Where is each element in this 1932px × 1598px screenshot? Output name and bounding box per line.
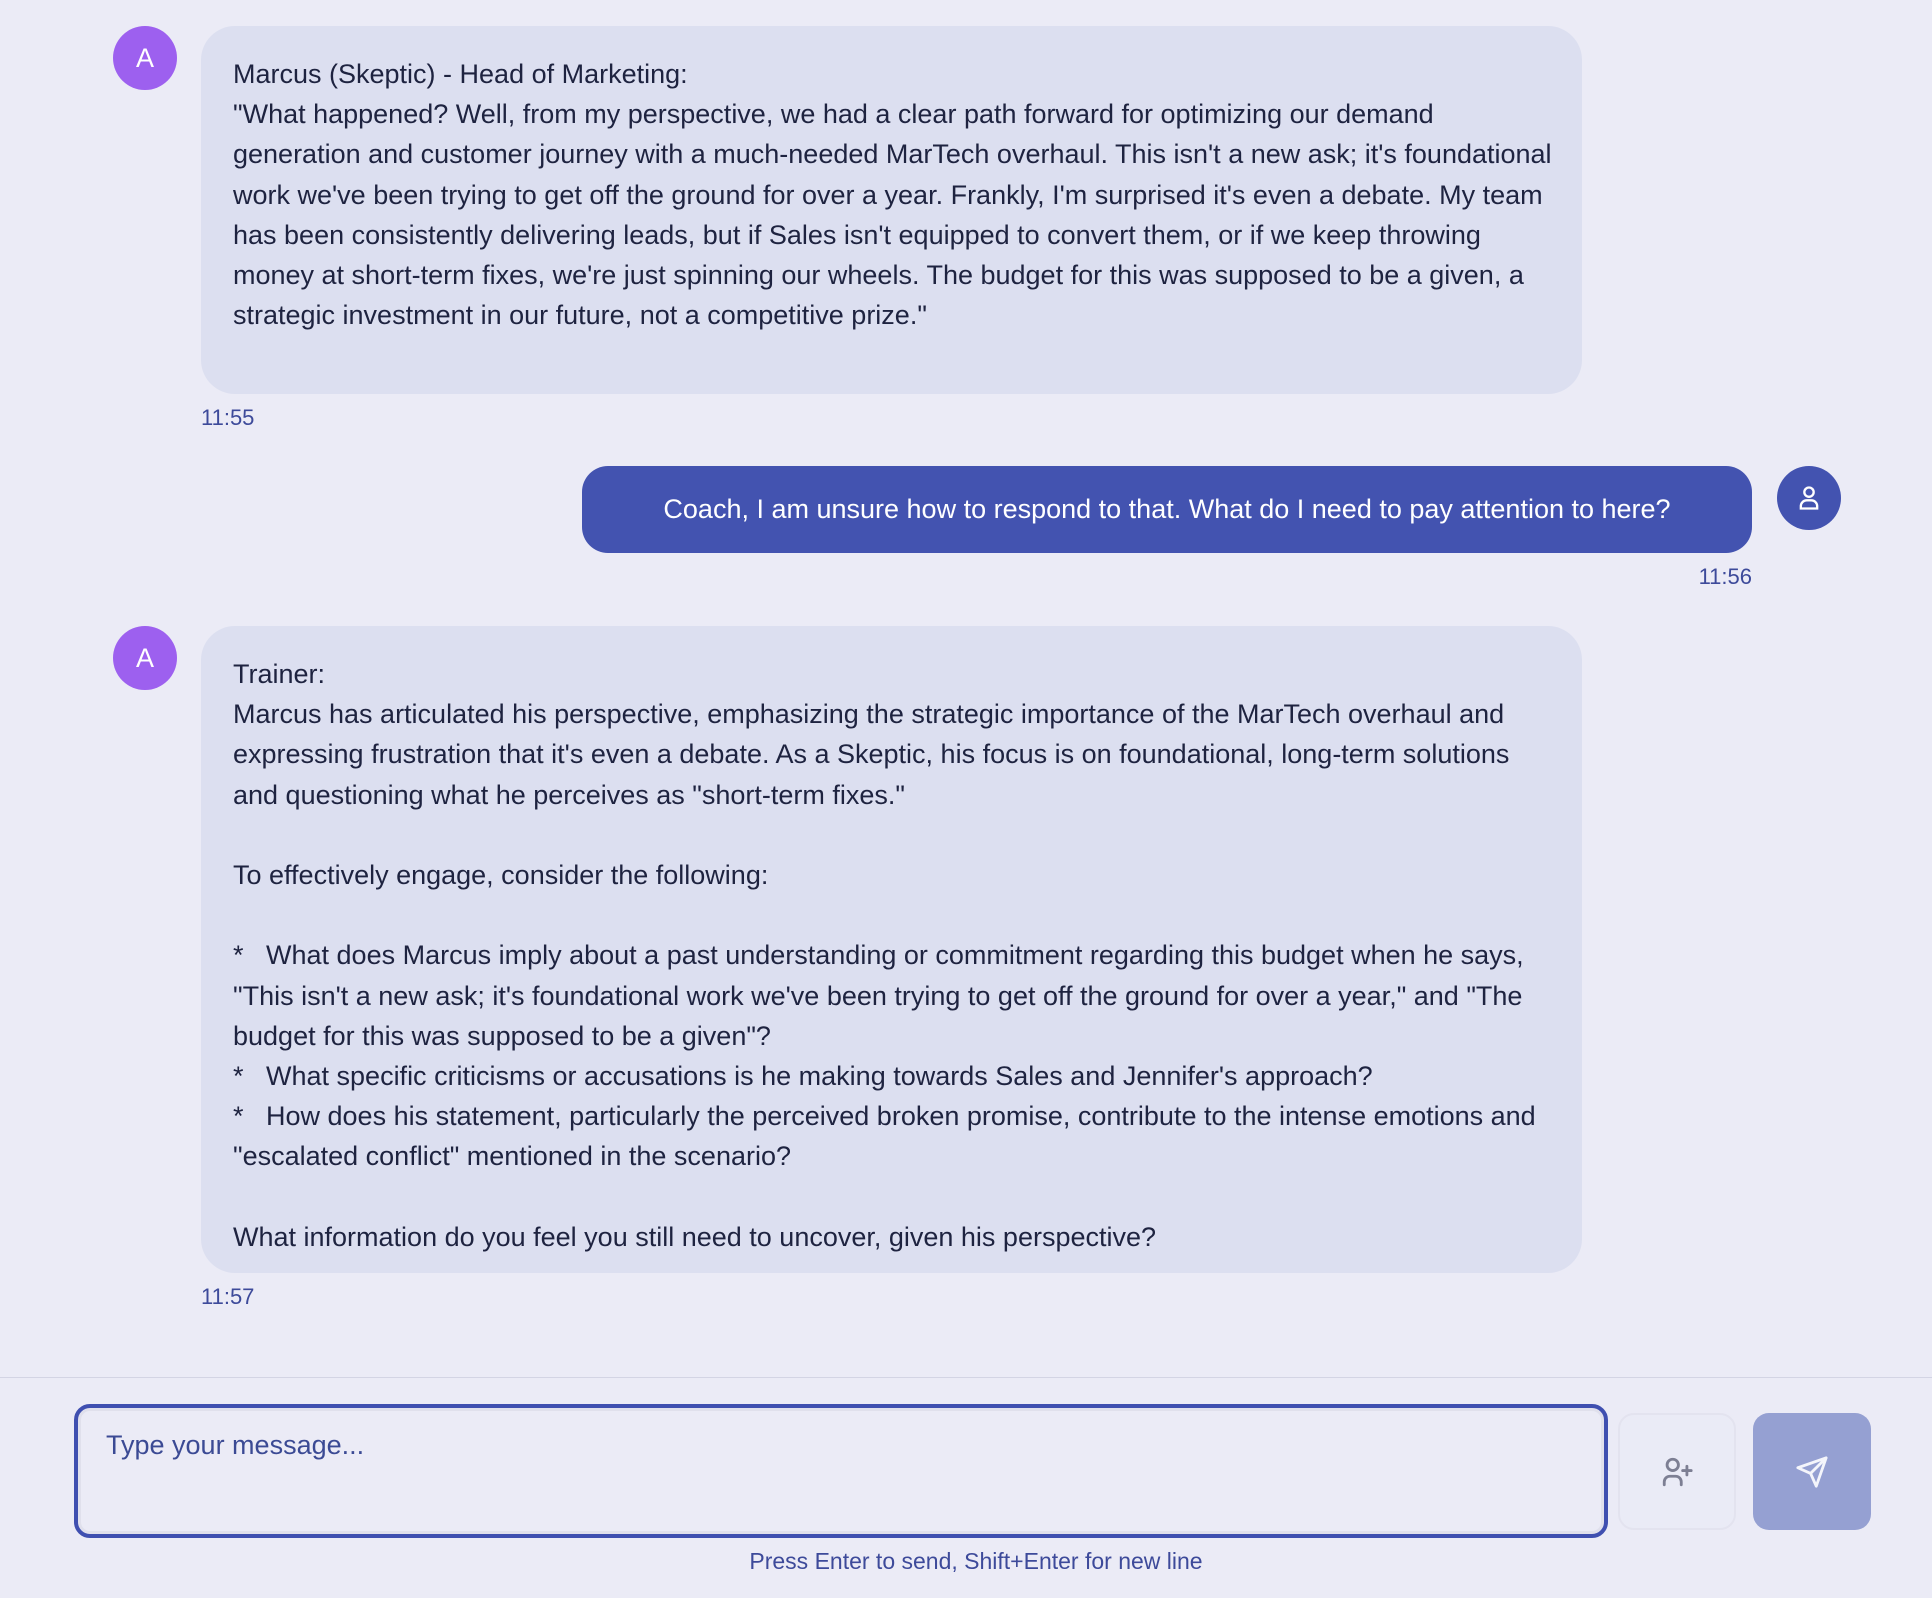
- composer-hint: Press Enter to send, Shift+Enter for new line: [749, 1548, 1203, 1574]
- send-icon: [1795, 1455, 1829, 1489]
- user-avatar: [1777, 466, 1841, 530]
- user-plus-icon: [1660, 1455, 1694, 1489]
- message-timestamp: 11:56: [1698, 564, 1752, 589]
- user-icon: [1795, 483, 1823, 513]
- composer-divider: [0, 1377, 1932, 1378]
- assistant-avatar: A: [113, 26, 177, 90]
- message-input[interactable]: [74, 1404, 1608, 1538]
- assistant-message: Trainer: Marcus has articulated his perspective, emphasizing the strategic importance of the MarTech overhaul and expressing frustration that it's even a debate. As a Skeptic, his focus is on foundational, long-term solutions and questioning what he perceives as "short-term fixes." To effectively engage, consider the following: * What does Marcus imply about a past understanding or commitment regarding this budget when he says, "This isn't a new ask; it's foundational work we've been trying to get off the ground for over a year," and "The budget for this was supposed to be a given"? * What specific criticisms or accusations is he making towards Sales and Jennifer's approach? * How does his statement, particularly the perceived broken promise, contribute to the intense emotions and "escalated conflict" mentioned in the scenario? What information do you feel you still need to uncover, given his perspective?: [201, 626, 1582, 1273]
- assistant-message: Marcus (Skeptic) - Head of Marketing: "What happened? Well, from my perspective, we had a clear path forward for optimizing our demand generation and customer journey with a much-needed MarTech overhaul. This isn't a new ask; it's foundational work we've been trying to get off the ground for over a year. Frankly, I'm surprised it's even a debate. My team has been consistently delivering leads, but if Sales isn't equipped to convert them, or if we keep throwing money at short-term fixes, we're just spinning our wheels. The budget for this was supposed to be a given, a strategic investment in our future, not a competitive prize.": [201, 26, 1582, 394]
- add-participant-button[interactable]: [1618, 1413, 1736, 1530]
- send-button[interactable]: [1753, 1413, 1871, 1530]
- message-timestamp: 11:55: [201, 405, 255, 430]
- user-message: Coach, I am unsure how to respond to that. What do I need to pay attention to here?: [582, 466, 1752, 553]
- assistant-avatar: A: [113, 626, 177, 690]
- message-timestamp: 11:57: [201, 1284, 255, 1309]
